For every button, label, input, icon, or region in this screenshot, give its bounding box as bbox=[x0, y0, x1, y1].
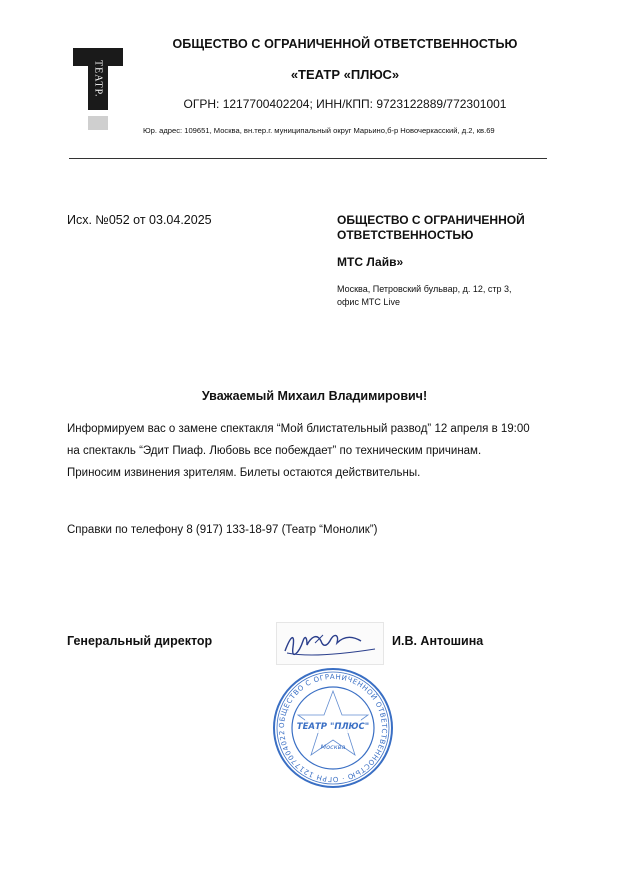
handwritten-signature bbox=[276, 622, 384, 665]
inquiry-phone: Справки по телефону 8 (917) 133-18-97 (Театр “Монолик”) bbox=[67, 524, 378, 536]
recipient-org-line1: ОБЩЕСТВО С ОГРАНИЧЕННОЙ bbox=[337, 213, 525, 227]
signatory-name: И.В. Антошина bbox=[392, 634, 484, 648]
body-line: на спектакль “Эдит Пиаф. Любовь все побеждает” по техническим причинам. bbox=[67, 445, 482, 457]
recipient-org-line2: ОТВЕТСТВЕННОСТЬЮ bbox=[337, 228, 474, 242]
org-legal-address: Юр. адрес: 109651, Москва, вн.тер.г. муниципальный округ Марьино,б-р Новочеркасский, д.2, кв.69 bbox=[143, 126, 495, 135]
logo-text: ТЕАТР. bbox=[92, 60, 104, 98]
recipient-block bbox=[337, 213, 557, 243]
recipient-address bbox=[337, 283, 557, 309]
company-stamp bbox=[272, 667, 394, 789]
logo-mark bbox=[88, 116, 108, 130]
org-short-name: «ТЕАТР «ПЛЮС» bbox=[290, 67, 400, 82]
body-line: Приносим извинения зрителям. Билеты остаются действительны. bbox=[67, 467, 421, 479]
recipient-address-line1: Москва, Петровский бульвар, д. 12, стр 3, bbox=[337, 284, 512, 294]
org-name: ОБЩЕСТВО С ОГРАНИЧЕННОЙ ОТВЕТСТВЕННОСТЬЮ bbox=[172, 37, 518, 51]
outgoing-number: Исх. №052 от 03.04.2025 bbox=[67, 213, 212, 227]
stamp-ring-text: ОБЩЕСТВО С ОГРАНИЧЕННОЙ ОТВЕТСТВЕННОСТЬЮ · ОГРН 12177004022 bbox=[277, 672, 389, 784]
salutation: Уважаемый Михаил Владимирович! bbox=[201, 389, 428, 403]
org-registration-ids: ОГРН: 1217700402204; ИНН/КПП: 9723122889/772301001 bbox=[183, 97, 507, 111]
theatre-logo bbox=[73, 48, 123, 130]
signature-scribble-icon bbox=[277, 623, 383, 664]
recipient-address-line2: офис МТС Live bbox=[337, 297, 400, 307]
stamp-city: Москва bbox=[320, 743, 346, 751]
letter-body bbox=[67, 418, 557, 484]
header-divider bbox=[69, 158, 547, 159]
body-line: Информируем вас о замене спектакля “Мой блистательный развод” 12 апреля в 19:00 bbox=[67, 423, 530, 435]
signatory-title: Генеральный директор bbox=[67, 634, 213, 648]
stamp-seal-icon bbox=[272, 667, 394, 789]
recipient-name: МТС Лайв» bbox=[337, 255, 404, 269]
stamp-title: ТЕАТР "ПЛЮС" bbox=[296, 722, 370, 732]
